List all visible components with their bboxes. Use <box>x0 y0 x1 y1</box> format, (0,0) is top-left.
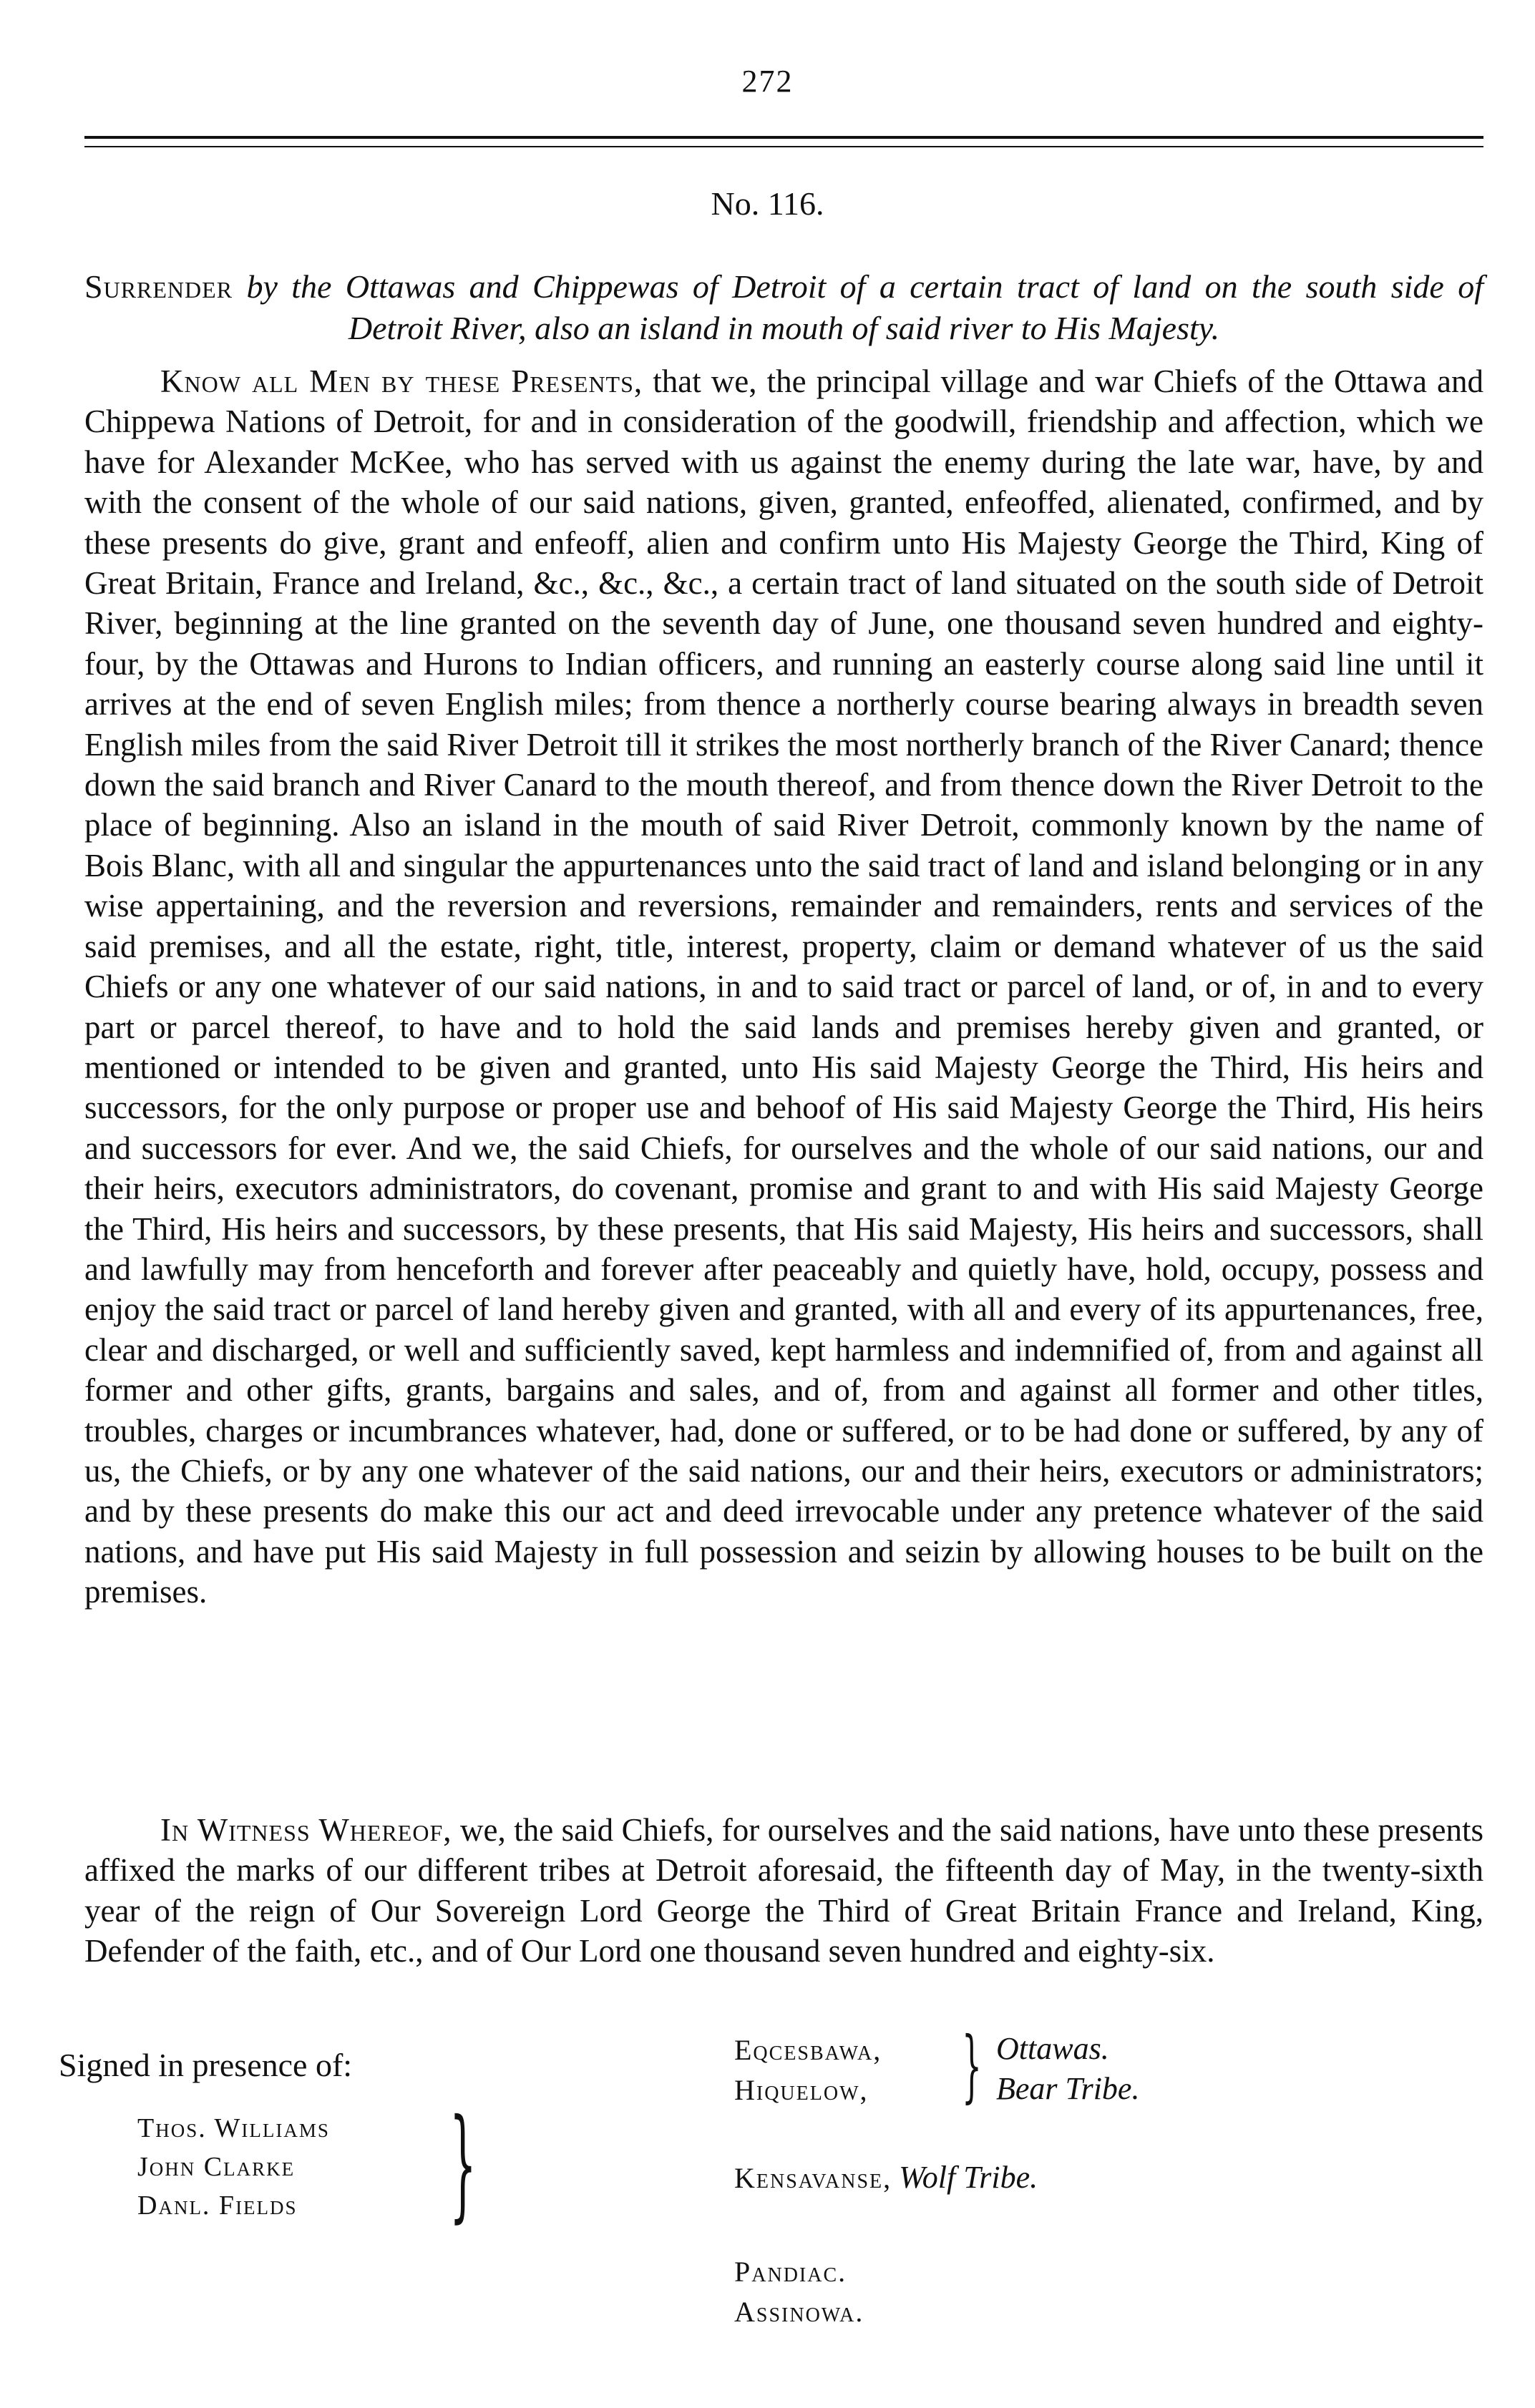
title-text: by the Ottawas and Chippewas of Detroit of a certain tract of land on the south side of Detroit River, also an island in mouth of said river to His Majesty. <box>246 268 1483 346</box>
paragraph-lead: Know all Men by these Presents, <box>160 363 643 399</box>
signatory-name: Hiquelow, <box>734 2074 869 2106</box>
signatory-name: Kensavanse, <box>734 2162 892 2194</box>
witness-name: John Clarke <box>137 2152 296 2182</box>
witness-paragraph <box>84 1810 1483 1972</box>
page-number: 272 <box>741 64 794 99</box>
signatory-tribe: Ottawas. <box>996 2031 1109 2066</box>
document-number: No. 116. <box>711 185 824 222</box>
signatory-name: Assinowa. <box>734 2296 864 2328</box>
signatory-name: Eqcesbawa, <box>734 2034 882 2066</box>
signatory-tribe: Bear Tribe. <box>996 2071 1140 2106</box>
witness-label: Signed in presence of: <box>59 2047 353 2083</box>
deed-paragraph <box>84 361 1483 1612</box>
witness-list <box>137 2109 330 2225</box>
signatory-tribe: Wolf Tribe. <box>899 2160 1038 2195</box>
signatory-row <box>734 2159 1038 2196</box>
paragraph-text: that we, the principal village and war Chiefs of the Ottawa and Chippewa Nations of Detroit, for and in consideration of the goodwill, friendship and affection, which we have for Alexander McKee, who has served with us against the enemy during the late war, have, by and with the consent of the whole of our said nations, given, granted, enfeoffed, alienated, confirmed, and by these presents do give, grant and enfeoff, alien and confirm unto His Majesty George the Third, King of Great Britain, France and Ireland, &c., &c., &c., a certain tract of land situated on the south side of Detroit River, beginning at the line granted on the seventh day of June, one thousand seven hundred and eighty-four, by the Ottawas and Hurons to Indian officers, and running an easterly course along said line until it arrives at the end of seven English miles; from thence a northerly course bearing always in breadth seven English miles from the said River Detroit till it strikes the most northerly branch of the River Canard; thence down the said branch and River Canard to the mouth thereof, and from thence down the River Detroit to the place of beginning. Also an island in the mouth of said River Detroit, commonly known by the name of Bois Blanc, with all and singular the appurtenances unto the said tract of land and island belonging or in any wise appertaining, and the reversion and reversions, remainder and remainders, rents and services of the said premises, and all the estate, right, title, interest, property, claim or demand whatever of us the said Chiefs or any one whatever of our said nations, in and to said tract or parcel of land, or of, in and to every part or parcel thereof, to have and to hold the said lands and premises hereby given and granted, or mentioned or intended to be given and granted, unto His said Majesty George the Third, His heirs and successors, for the only purpose or proper use and behoof of His said Majesty George the Third, His heirs and successors for ever. And we, the said Chiefs, for ourselves and the whole of our said nations, our and their heirs, executors administrators, do covenant, promise and grant to and with His said Majesty George the Third, His heirs and successors, by these presents, that His said Majesty, His heirs and successors, shall and lawfully may from henceforth and forever after peaceably and quietly have, hold, occupy, possess and enjoy the said tract or parcel of land hereby given and granted, with all and every of its appurtenances, free, clear and discharged, or well and sufficiently saved, kept harmless and indemnified of, from and against all former and other gifts, grants, bargains and sales, and of, from and against all former and other titles, troubles, charges or incumbrances whatever, had, done or suffered, or to be had done or suffered, by any of us, the Chiefs, or by any one whatever of the said nations, our and their heirs, executors or administrators; and by these presents do make this our act and deed irrevocable under any pretence whatever of the said nations, and have put His said Majesty in full possession and seizin by allowing houses to be built on the premises. <box>84 363 1483 1610</box>
signatory-brace: } <box>962 2020 982 2111</box>
paragraph-lead: In Witness Whereof, <box>160 1812 452 1848</box>
header-rule-thin <box>84 146 1483 147</box>
header-rule-thick <box>84 136 1483 139</box>
witness-name: Thos. Williams <box>137 2113 330 2143</box>
paragraph-text: we, the said Chiefs, for ourselves and the said nations, have unto these presents affixed the marks of our different tribes at Detroit aforesaid, the fifteenth day of May, in the twenty-sixth year of the reign of Our Sovereign Lord George the Third of Great Britain France and Ireland, King, Defender of the faith, etc., and of Our Lord one thousand seven hundred and eighty-six. <box>84 1812 1484 1969</box>
document-title <box>84 266 1483 349</box>
title-lead: Surrender <box>84 268 233 305</box>
witness-name: Danl. Fields <box>137 2191 298 2221</box>
signatory-name: Pandiac. <box>734 2256 847 2288</box>
witness-brace: } <box>449 2093 477 2235</box>
